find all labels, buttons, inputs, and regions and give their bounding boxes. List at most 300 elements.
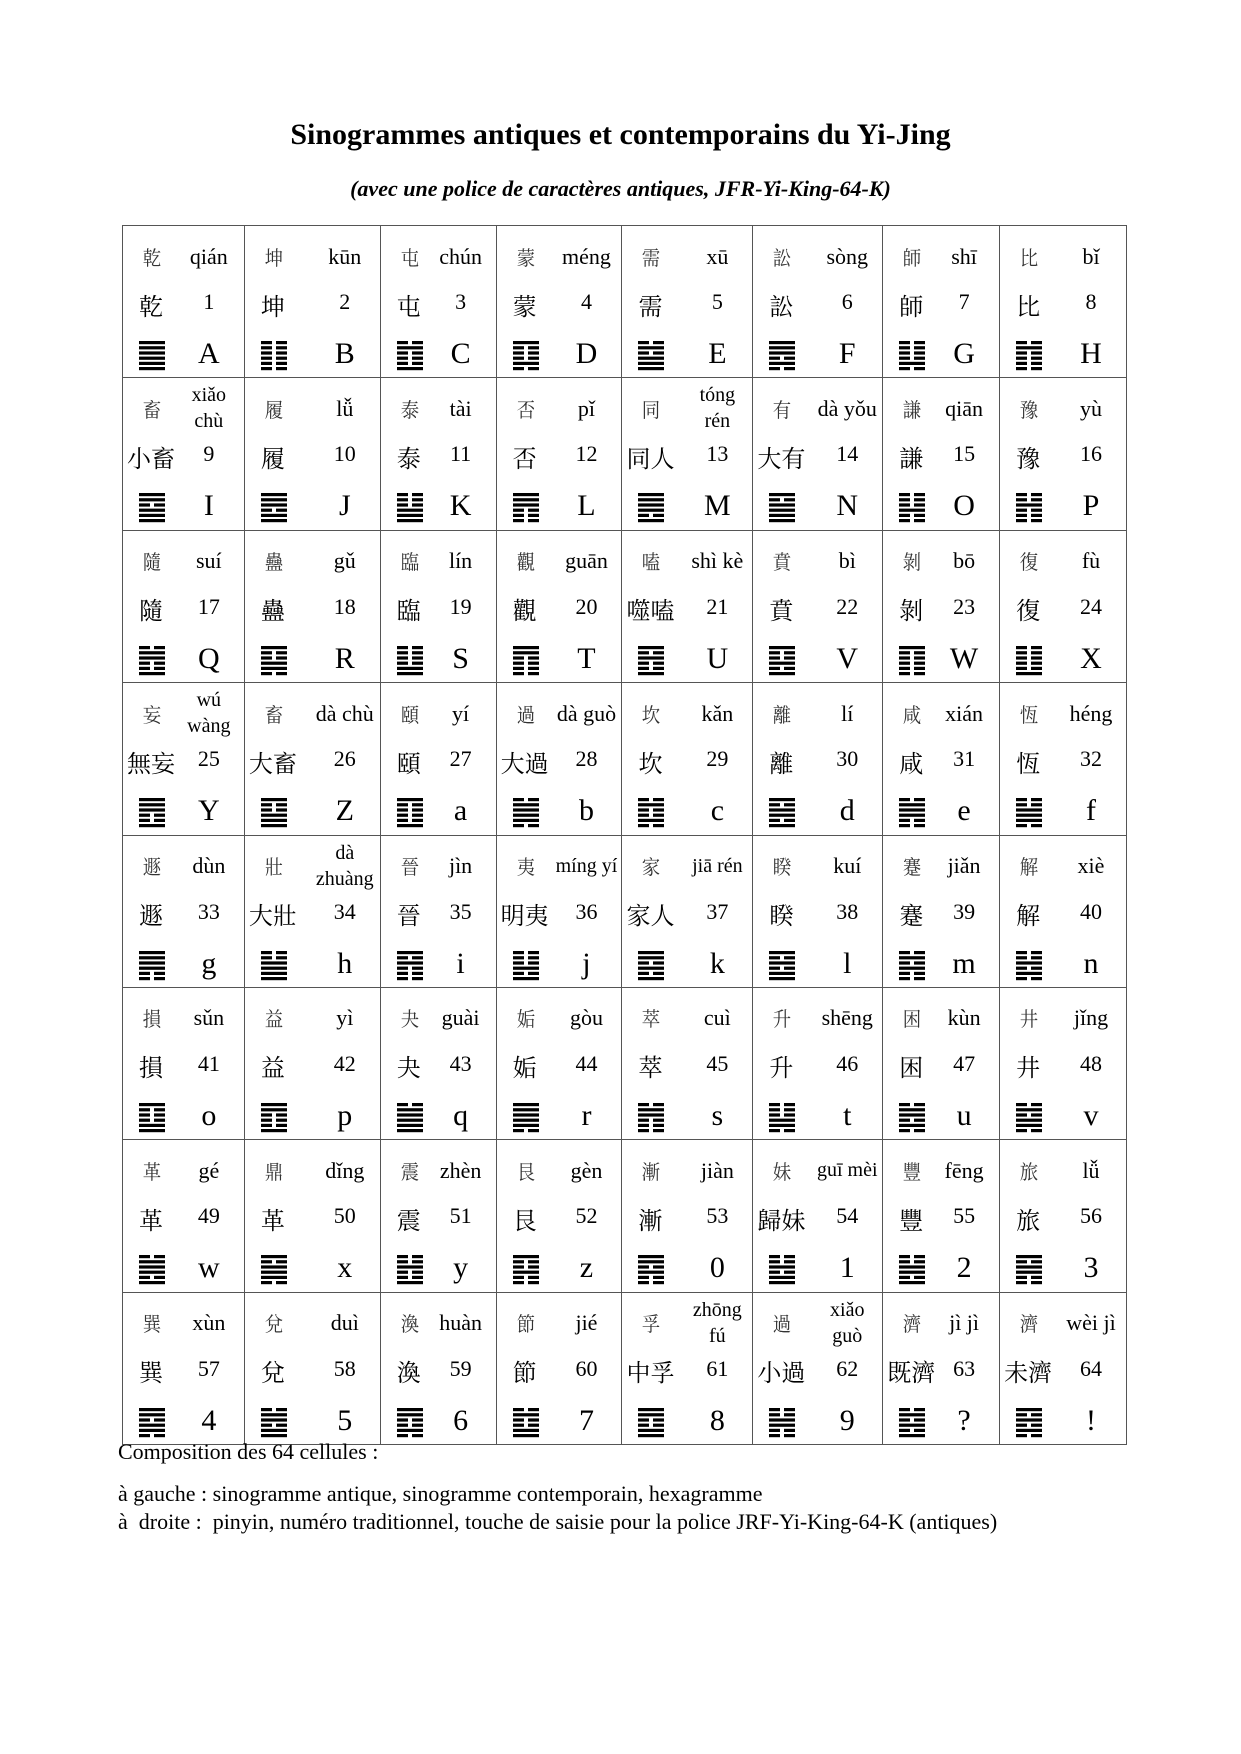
traditional-number: 23: [953, 593, 976, 619]
ancient-sinogram: 家: [642, 855, 661, 879]
traditional-number: 25: [197, 746, 220, 772]
pinyin: wèi jì: [1066, 1310, 1116, 1336]
traditional-number: 17: [197, 593, 220, 619]
input-key: B: [334, 337, 355, 370]
contemporary-sinogram: 離: [769, 749, 794, 778]
traditional-number: 41: [197, 1050, 220, 1076]
pinyin: jiàn: [700, 1157, 734, 1183]
hexagram-cell: [380, 226, 496, 378]
hexagram-cell: [753, 1292, 883, 1444]
table-row: [123, 530, 1127, 682]
input-key: N: [836, 489, 859, 523]
input-key: 8: [709, 1403, 725, 1437]
pinyin: tài: [449, 395, 472, 421]
pinyin: shì kè: [691, 548, 744, 574]
contemporary-sinogram: 隨: [139, 597, 163, 626]
ancient-sinogram: 節: [516, 1312, 535, 1337]
traditional-number: 1: [203, 289, 215, 314]
hexagram-cell: [1000, 835, 1127, 987]
hexagram-icon: [139, 340, 165, 372]
hexagram-icon: [1016, 492, 1042, 524]
hexagram-icon: [899, 645, 925, 677]
input-key: U: [706, 641, 729, 675]
pinyin: jiǎn: [947, 853, 981, 878]
input-key: 9: [839, 1403, 855, 1437]
traditional-number: 16: [1080, 441, 1102, 467]
hexagram-icon: [769, 1102, 795, 1134]
hexagram-icon: [1016, 1254, 1042, 1286]
hexagram-cell: [883, 835, 1000, 987]
hexagram-icon: [638, 645, 664, 677]
traditional-number: 48: [1080, 1050, 1102, 1076]
hexagram-table: [122, 225, 1127, 1445]
ancient-sinogram: 震: [400, 1159, 419, 1184]
hexagram-icon: [769, 1254, 795, 1286]
traditional-number: 21: [706, 593, 729, 619]
contemporary-sinogram: 革: [139, 1206, 163, 1235]
pinyin: zhōng fú: [692, 1298, 742, 1347]
ancient-sinogram: 夷: [516, 855, 535, 879]
pinyin: duì: [330, 1310, 359, 1336]
hexagram-cell: [244, 987, 380, 1139]
pinyin: lí: [841, 700, 854, 726]
input-key: K: [449, 489, 472, 523]
pinyin: jié: [575, 1310, 598, 1336]
hexagram-cell: [753, 226, 883, 378]
traditional-number: 38: [836, 898, 859, 924]
pinyin: xū: [706, 243, 729, 269]
contemporary-sinogram: 否: [512, 444, 537, 473]
legend-heading: Composition des 64 cellules :: [118, 1439, 379, 1464]
ancient-sinogram: 過: [516, 702, 535, 727]
hexagram-cell: [244, 530, 380, 682]
hexagram-icon: [769, 492, 795, 524]
hexagram-icon: [397, 492, 423, 524]
ancient-sinogram: 夬: [400, 1007, 419, 1032]
traditional-number: 64: [1080, 1355, 1102, 1381]
pinyin: kǎn: [701, 700, 734, 726]
hexagram-icon: [638, 1254, 664, 1286]
ancient-sinogram: 艮: [516, 1159, 535, 1184]
contemporary-sinogram: 未濟: [1004, 1359, 1053, 1388]
contemporary-sinogram: 豫: [1016, 444, 1041, 473]
hexagram-icon: [513, 1254, 539, 1286]
traditional-number: 49: [197, 1203, 220, 1229]
ancient-sinogram: 過: [773, 1312, 792, 1337]
ancient-sinogram: 恆: [1019, 702, 1039, 727]
input-key: f: [1086, 794, 1096, 828]
pinyin: dà zhuàng: [315, 841, 374, 890]
input-key: g: [201, 946, 217, 980]
ancient-sinogram: 孚: [642, 1312, 661, 1337]
hexagram-icon: [139, 797, 165, 829]
traditional-number: 11: [449, 441, 472, 467]
input-key: Q: [198, 641, 220, 675]
hexagram-cell: [380, 378, 496, 530]
pinyin: yì: [336, 1005, 354, 1031]
input-key: r: [581, 1098, 592, 1132]
hexagram-cell: [622, 987, 753, 1139]
contemporary-sinogram: 大過: [500, 749, 549, 778]
traditional-number: 12: [575, 441, 598, 467]
traditional-number: 59: [449, 1355, 472, 1381]
hexagram-cell: [883, 683, 1000, 835]
input-key: 5: [337, 1403, 353, 1437]
hexagram-cell: [1000, 683, 1127, 835]
ancient-sinogram: 頤: [400, 702, 419, 727]
hexagram-icon: [261, 645, 287, 677]
hexagram-icon: [899, 1254, 925, 1286]
hexagram-cell: [622, 683, 753, 835]
hexagram-icon: [261, 1407, 287, 1439]
pinyin: guī mèi: [816, 1159, 878, 1182]
contemporary-sinogram: 大畜: [248, 749, 297, 778]
hexagram-icon: [397, 797, 423, 829]
pinyin: cuì: [703, 1005, 731, 1031]
contemporary-sinogram: 既濟: [887, 1359, 936, 1388]
traditional-number: 58: [333, 1355, 356, 1381]
traditional-number: 55: [953, 1203, 976, 1229]
hexagram-icon: [139, 1254, 165, 1286]
traditional-number: 26: [333, 746, 356, 772]
hexagram-icon: [139, 1102, 165, 1134]
contemporary-sinogram: 賁: [769, 597, 794, 626]
traditional-number: 46: [836, 1050, 859, 1076]
table-row: [123, 1140, 1127, 1292]
hexagram-icon: [261, 1254, 287, 1286]
contemporary-sinogram: 臨: [396, 597, 421, 626]
pinyin: gèn: [570, 1157, 603, 1183]
ancient-sinogram: 損: [142, 1007, 162, 1032]
pinyin: wú wàng: [187, 689, 231, 738]
contemporary-sinogram: 蠱: [260, 597, 285, 626]
ancient-sinogram: 泰: [400, 397, 419, 422]
table-row: [123, 226, 1127, 378]
pinyin: dà chù: [315, 700, 374, 726]
contemporary-sinogram: 井: [1016, 1054, 1041, 1083]
hexagram-cell: [622, 378, 753, 530]
contemporary-sinogram: 乾: [139, 292, 163, 321]
pinyin: yù: [1080, 395, 1102, 421]
traditional-number: 45: [706, 1050, 729, 1076]
traditional-number: 14: [836, 441, 859, 467]
contemporary-sinogram: 睽: [769, 902, 794, 930]
hexagram-icon: [769, 797, 795, 829]
legend: [118, 1438, 997, 1536]
input-key: I: [203, 489, 214, 523]
traditional-number: 57: [197, 1355, 220, 1381]
pinyin: bō: [953, 548, 976, 574]
pinyin: jìn: [448, 853, 473, 878]
input-key: T: [577, 641, 596, 675]
hexagram-icon: [899, 1407, 925, 1439]
pinyin: míng yí: [555, 854, 618, 877]
contemporary-sinogram: 明夷: [500, 902, 549, 930]
contemporary-sinogram: 節: [512, 1359, 537, 1388]
ancient-sinogram: 坤: [264, 245, 284, 270]
pinyin: dùn: [192, 853, 226, 878]
input-key: l: [843, 946, 852, 980]
hexagram-cell: [244, 835, 380, 987]
hexagram-cell: [496, 835, 622, 987]
ancient-sinogram: 屯: [400, 245, 419, 270]
pinyin: kūn: [328, 243, 362, 269]
hexagram-cell: [883, 530, 1000, 682]
contemporary-sinogram: 艮: [512, 1206, 537, 1235]
hexagram-icon: [397, 950, 423, 982]
ancient-sinogram: 漸: [642, 1159, 661, 1184]
contemporary-sinogram: 渙: [396, 1359, 421, 1388]
contemporary-sinogram: 履: [260, 444, 285, 473]
contemporary-sinogram: 大有: [757, 444, 806, 473]
hexagram-icon: [139, 645, 165, 677]
pinyin: dà guò: [556, 700, 617, 726]
traditional-number: 9: [203, 441, 215, 467]
pinyin: lín: [448, 548, 473, 574]
ancient-sinogram: 隨: [142, 550, 162, 575]
table-row: [123, 835, 1127, 987]
ancient-sinogram: 旅: [1019, 1159, 1039, 1184]
hexagram-cell: [380, 683, 496, 835]
ancient-sinogram: 蠱: [264, 550, 284, 575]
contemporary-sinogram: 歸妹: [757, 1206, 806, 1235]
ancient-sinogram: 晉: [400, 855, 419, 879]
input-key: d: [839, 794, 855, 828]
traditional-number: 56: [1080, 1203, 1102, 1229]
ancient-sinogram: 否: [516, 397, 535, 422]
input-key: J: [338, 489, 351, 523]
pinyin: gé: [198, 1157, 220, 1183]
hexagram-cell: [244, 1140, 380, 1292]
hexagram-cell: [753, 378, 883, 530]
contemporary-sinogram: 同人: [626, 444, 675, 473]
traditional-number: 60: [575, 1355, 598, 1381]
hexagram-cell: [753, 683, 883, 835]
traditional-number: 34: [333, 898, 356, 924]
ancient-sinogram: 乾: [142, 245, 162, 270]
contemporary-sinogram: 小畜: [127, 444, 175, 473]
input-key: k: [709, 946, 725, 980]
hexagram-cell: [883, 1292, 1000, 1444]
hexagram-cell: [1000, 1140, 1127, 1292]
document-title: Sinogrammes antiques et contemporains du Yi-Jing: [290, 118, 951, 151]
input-key: x: [337, 1251, 353, 1285]
pinyin: yí: [452, 700, 470, 726]
hexagram-cell: [753, 987, 883, 1139]
ancient-sinogram: 復: [1019, 550, 1039, 575]
input-key: j: [582, 946, 591, 980]
hexagram-icon: [899, 950, 925, 982]
hexagram-cell: [123, 226, 245, 378]
traditional-number: 44: [575, 1050, 598, 1076]
table-row: [123, 378, 1127, 530]
input-key: E: [708, 337, 727, 370]
hexagram-cell: [496, 1140, 622, 1292]
contemporary-sinogram: 謙: [899, 444, 924, 473]
pinyin: kùn: [947, 1005, 981, 1031]
pinyin: xiè: [1077, 853, 1105, 878]
input-key: O: [953, 489, 975, 523]
ancient-sinogram: 鼎: [264, 1159, 284, 1184]
hexagram-cell: [496, 226, 622, 378]
hexagram-cell: [380, 1292, 496, 1444]
contemporary-sinogram: 旅: [1016, 1206, 1041, 1235]
contemporary-sinogram: 中孚: [626, 1359, 675, 1388]
traditional-number: 35: [449, 898, 472, 924]
input-key: G: [953, 337, 975, 370]
hexagram-cell: [1000, 1292, 1127, 1444]
traditional-number: 32: [1080, 746, 1102, 772]
input-key: m: [952, 946, 976, 980]
contemporary-sinogram: 觀: [512, 597, 537, 626]
traditional-number: 40: [1080, 898, 1102, 924]
ancient-sinogram: 豐: [903, 1159, 922, 1184]
input-key: c: [710, 794, 725, 828]
pinyin: guān: [565, 548, 608, 574]
contemporary-sinogram: 小過: [757, 1359, 806, 1388]
pinyin: huàn: [439, 1310, 482, 1336]
ancient-sinogram: 臨: [400, 550, 419, 575]
hexagram-cell: [244, 683, 380, 835]
ancient-sinogram: 畜: [264, 702, 284, 727]
hexagram-icon: [261, 950, 287, 982]
contemporary-sinogram: 噬嗑: [626, 597, 675, 626]
hexagram-icon: [261, 340, 287, 372]
input-key: X: [1080, 641, 1102, 675]
hexagram-icon: [513, 950, 539, 982]
pinyin: fù: [1081, 548, 1101, 574]
hexagram-cell: [883, 1140, 1000, 1292]
traditional-number: 28: [575, 746, 598, 772]
hexagram-icon: [1016, 797, 1042, 829]
traditional-number: 7: [958, 289, 970, 314]
pinyin: bǐ: [1082, 243, 1100, 269]
pinyin: gǔ: [333, 548, 356, 574]
ancient-sinogram: 兌: [264, 1312, 284, 1337]
pinyin: lǚ: [1082, 1157, 1100, 1183]
input-key: Y: [198, 794, 220, 828]
contemporary-sinogram: 剝: [899, 597, 924, 626]
input-key: v: [1083, 1098, 1099, 1132]
input-key: A: [198, 337, 220, 370]
pinyin: jǐng: [1073, 1005, 1109, 1031]
ancient-sinogram: 訟: [773, 245, 792, 270]
ancient-sinogram: 解: [1019, 855, 1039, 879]
traditional-number: 8: [1085, 289, 1097, 314]
contemporary-sinogram: 革: [260, 1206, 285, 1235]
input-key: b: [578, 794, 594, 828]
input-key: R: [334, 641, 355, 675]
pinyin: xiǎo guò: [830, 1298, 865, 1347]
contemporary-sinogram: 坤: [260, 292, 285, 321]
contemporary-sinogram: 頤: [396, 749, 421, 778]
input-key: 2: [956, 1251, 972, 1285]
hexagram-icon: [513, 1407, 539, 1439]
traditional-number: 51: [449, 1203, 472, 1229]
contemporary-sinogram: 晉: [396, 902, 421, 930]
hexagram-icon: [139, 950, 165, 982]
hexagram-cell: [123, 1292, 245, 1444]
input-key: D: [575, 337, 598, 370]
ancient-sinogram: 濟: [903, 1312, 922, 1337]
hexagram-cell: [244, 226, 380, 378]
input-key: 1: [839, 1251, 855, 1285]
hexagram-cell: [883, 987, 1000, 1139]
pinyin: xiǎo chù: [191, 384, 227, 433]
pinyin: qián: [189, 243, 228, 269]
pinyin: chún: [439, 243, 482, 269]
input-key: h: [337, 946, 353, 980]
ancient-sinogram: 履: [264, 397, 284, 422]
hexagram-cell: [123, 378, 245, 530]
contemporary-sinogram: 屯: [396, 292, 421, 321]
contemporary-sinogram: 萃: [638, 1054, 663, 1083]
ancient-sinogram: 妹: [773, 1159, 792, 1184]
contemporary-sinogram: 家人: [626, 902, 675, 930]
input-key: q: [453, 1098, 469, 1132]
input-key: F: [838, 337, 856, 370]
hexagram-icon: [638, 340, 664, 372]
ancient-sinogram: 蹇: [903, 855, 922, 879]
traditional-number: 42: [333, 1050, 356, 1076]
traditional-number: 24: [1080, 593, 1102, 619]
hexagram-icon: [638, 1102, 664, 1134]
hexagram-cell: [1000, 530, 1127, 682]
contemporary-sinogram: 豐: [899, 1206, 924, 1235]
contemporary-sinogram: 遯: [139, 902, 163, 930]
input-key: L: [577, 489, 596, 523]
hexagram-icon: [899, 1102, 925, 1134]
traditional-number: 2: [339, 289, 351, 314]
traditional-number: 53: [706, 1203, 729, 1229]
ancient-sinogram: 遯: [142, 855, 162, 879]
pinyin: bì: [838, 548, 856, 574]
table-row: [123, 1292, 1127, 1444]
ancient-sinogram: 睽: [773, 855, 792, 879]
hexagram-icon: [1016, 340, 1042, 372]
pinyin: suí: [196, 548, 222, 574]
hexagram-cell: [1000, 378, 1127, 530]
hexagram-cell: [380, 1140, 496, 1292]
traditional-number: 37: [706, 898, 729, 924]
hexagram-cell: [123, 987, 245, 1139]
legend-right: à droite : pinyin, numéro traditionnel, touche de saisie pour la police JRF-Yi-King-64-K (antiques): [118, 1509, 998, 1534]
traditional-number: 10: [333, 441, 356, 467]
contemporary-sinogram: 解: [1016, 902, 1041, 930]
pinyin: shēng: [821, 1005, 873, 1031]
ancient-sinogram: 需: [642, 245, 661, 270]
pinyin: méng: [562, 243, 611, 269]
pinyin: guài: [441, 1005, 480, 1031]
ancient-sinogram: 比: [1019, 245, 1039, 270]
contemporary-sinogram: 蒙: [512, 292, 537, 321]
pinyin: jiā rén: [692, 854, 743, 877]
hexagram-cell: [380, 987, 496, 1139]
pinyin: lǚ: [336, 395, 354, 421]
ancient-sinogram: 離: [773, 702, 792, 727]
hexagram-icon: [513, 645, 539, 677]
hexagram-cell: [622, 835, 753, 987]
traditional-number: 5: [711, 289, 723, 314]
input-key: !: [1086, 1403, 1096, 1437]
hexagram-icon: [899, 797, 925, 829]
hexagram-cell: [496, 683, 622, 835]
hexagram-icon: [397, 340, 423, 372]
hexagram-icon: [638, 492, 664, 524]
contemporary-sinogram: 訟: [769, 292, 794, 321]
input-key: s: [711, 1098, 724, 1132]
input-key: y: [453, 1251, 469, 1285]
